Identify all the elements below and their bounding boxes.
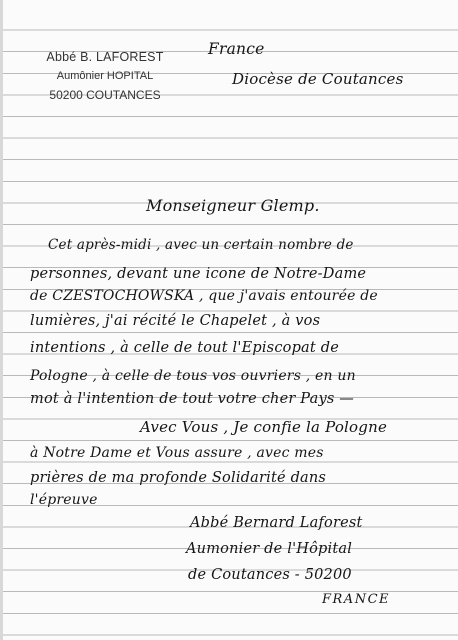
letterhead-city: 50200 COUTANCES [49, 88, 161, 102]
body-line-1: Cet après-midi , avec un certain nombre de [48, 237, 354, 253]
body-line-11: l'épreuve [30, 492, 98, 508]
body-line-9: à Notre Dame et Vous assure , avec mes [30, 445, 324, 461]
body-line-4: lumières, j'ai récité le Chapelet , à vos [30, 313, 321, 329]
signature-place: de Coutances - 50200 [188, 567, 352, 583]
body-line-3: de CZESTOCHOWSKA , que j'avais entourée de [30, 288, 378, 304]
letterhead-stamp [30, 48, 180, 105]
letterhead-name: Abbé B. LAFOREST [46, 50, 164, 64]
body-line-2: personnes, devant une icone de Notre-Dame [30, 266, 367, 282]
signature-title: Aumonier de l'Hôpital [186, 541, 353, 557]
header-country: France [208, 40, 265, 58]
signature-name: Abbé Bernard Laforest [190, 515, 363, 531]
body-line-10: prières de ma profonde Solidarité dans [30, 470, 327, 486]
body-line-6: Pologne , à celle de tous vos ouvriers , en un [30, 368, 356, 384]
body-line-7: mot à l'intention de tout votre cher Pays — [30, 391, 355, 407]
salutation: Monseigneur Glemp. [146, 196, 320, 215]
signature-country: FRANCE [322, 592, 391, 607]
body-line-8: Avec Vous , Je confie la Pologne [140, 418, 388, 436]
letterhead-role: Aumônier HOPITAL [56, 70, 154, 82]
body-line-5: intentions , à celle de tout l'Episcopat de [30, 340, 339, 356]
header-diocese: Diocèse de Coutances [232, 70, 404, 88]
page-edge [0, 0, 3, 640]
